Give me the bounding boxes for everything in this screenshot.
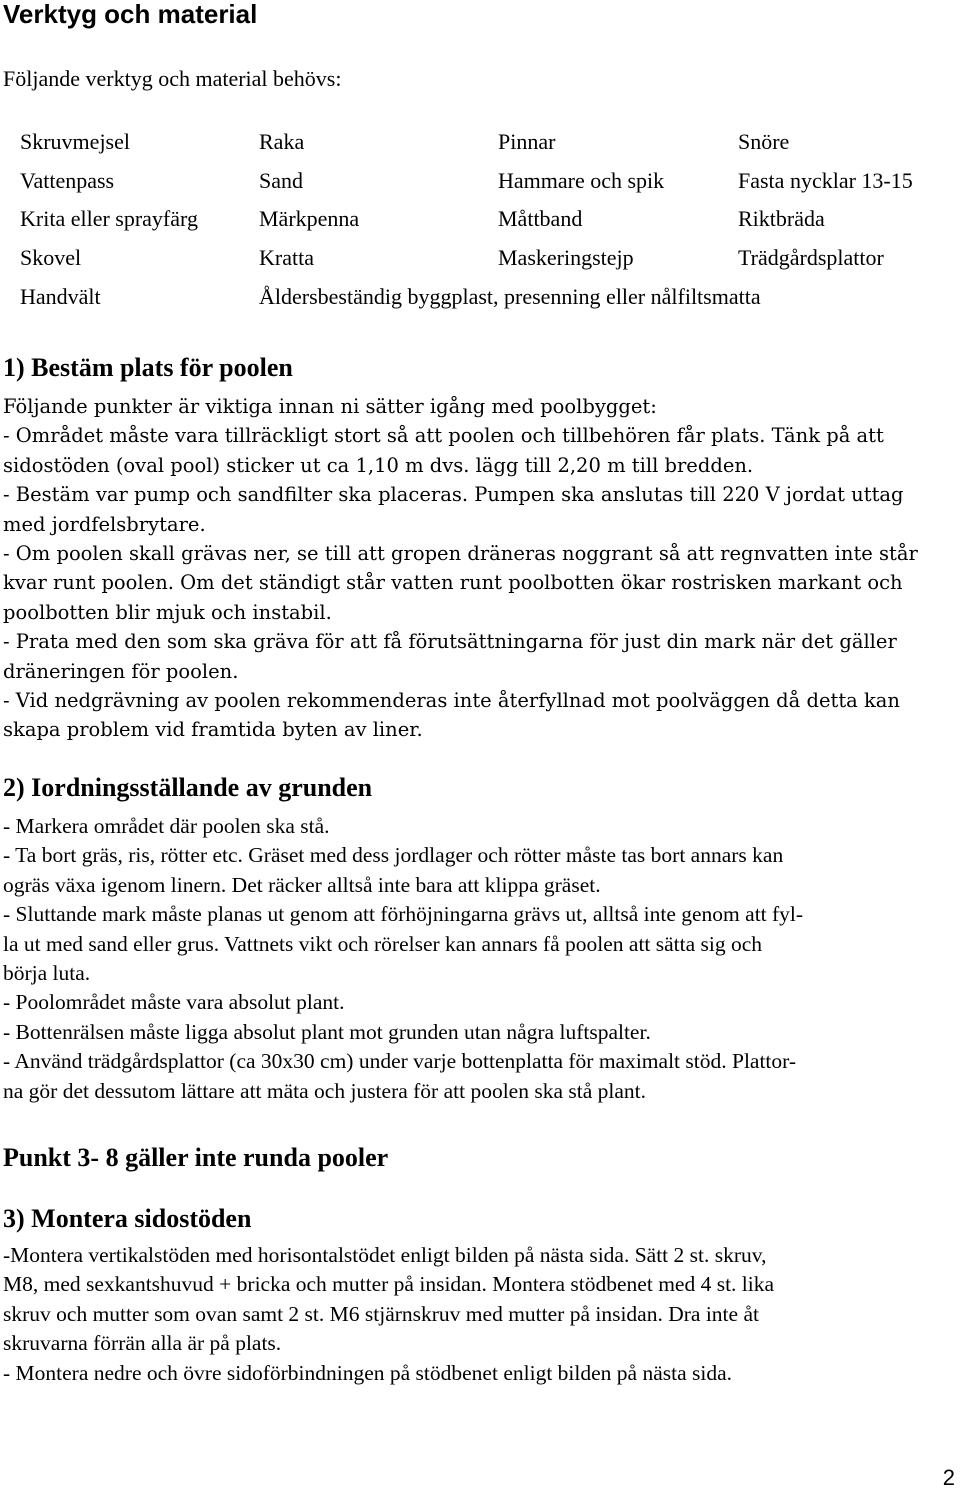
text-line: - Om poolen skall grävas ner, se till att gropen dräneras noggrant så att regnvatten inte står [3,542,918,566]
text-line: - Ta bort gräs, ris, rötter etc. Gräset med dess jordlager och rötter måste tas bort annars kan [3,843,784,868]
tool-item: Krita eller sprayfärg [20,206,198,232]
text-line: - Markera området där poolen ska stå. [3,814,330,838]
section-body-2 [3,812,953,1106]
tool-item: Märkpenna [259,206,360,232]
page-number: 2 [942,1465,955,1490]
text-line: skapa problem vid framtida byten av liner. [3,718,423,742]
text-line: -Montera vertikalstöden med horisontalstödet enligt bilden på nästa sida. Sätt 2 st. skruv, [3,1243,767,1267]
text-line: poolbotten blir mjuk och instabil. [3,600,332,624]
tool-item: Raka [259,129,305,154]
tool-item: Maskeringstejp [498,245,634,271]
text-line: na gör det dessutom lättare att mäta och justera för att poolen ska stå plant. [3,1078,647,1103]
text-line: skruvarna förrän alla är på plats. [3,1331,282,1356]
tool-item: Pinnar [498,129,556,154]
text-line: - Prata med den som ska gräva för att få förutsättningarna för just din mark när det gäller [3,630,897,654]
section-body-3 [3,1241,953,1388]
tool-item: Kratta [259,245,314,271]
section-heading-3: 3) Montera sidostöden [3,1204,252,1233]
text-line: M8, med sexkantshuvud + bricka och mutter på insidan. Montera stödbenet med 4 st. lika [3,1272,775,1297]
text-line: kvar runt poolen. Om det ständigt står vatten runt poolbotten ökar rostrisken markant och [3,571,903,595]
tool-item: Snöre [738,129,790,154]
text-line: ogräs växa igenom linern. Det räcker alltså inte bara att klippa gräset. [3,872,601,897]
text-line: la ut med sand eller grus. Vattnets vikt och rörelser kan annars få poolen att sätta sig och [3,931,763,956]
section-heading-2: 2) Iordningsställande av grunden [3,773,373,802]
text-line: - Sluttande mark måste planas ut genom att förhöjningarna grävs ut, alltså inte genom att fyl- [3,902,804,927]
text-line: börja luta. [3,961,91,986]
section-heading-1: 1) Bestäm plats för poolen [3,353,293,382]
text-line: - Bottenrälsen måste ligga absolut plant mot grunden utan några luftspalter. [3,1019,651,1044]
page-title: Verktyg och material [3,0,258,29]
tool-item: Hammare och spik [498,167,665,193]
text-line: med jordfelsbrytare. [3,512,206,536]
text-line: - Poolområdet måste vara absolut plant. [3,990,345,1015]
text-line: sidostöden (oval pool) sticker ut ca 1,10 m dvs. lägg till 2,20 m till bredden. [3,453,754,477]
intro-text: Följande verktyg och material behövs: [3,66,342,91]
tool-item: Skruvmejsel [20,129,130,154]
text-line: - Montera nedre och övre sidoförbindningen på stödbenet enligt bilden på nästa sida. [3,1360,733,1385]
text-line: - Vid nedgrävning av poolen rekommenderas inte återfyllnad mot poolväggen då detta kan [3,689,900,713]
tool-item: Riktbräda [738,206,825,232]
tool-item: Handvält [20,283,101,309]
text-line: dräneringen för poolen. [3,659,239,683]
tool-item: Fasta nycklar 13-15 [738,167,913,193]
section-body-1 [3,392,953,745]
tool-item: Vattenpass [20,167,115,193]
text-line: - Använd trädgårdsplattor (ca 30x30 cm) under varje bottenplatta för maximalt stöd. Plattor- [3,1049,797,1074]
tool-item: Måttband [498,206,583,232]
text-line: - Området måste vara tillräckligt stort så att poolen och tillbehören får plats. Tänk på att [3,424,884,448]
text-line: - Bestäm var pump och sandfilter ska placeras. Pumpen ska anslutas till 220 V jordat uttag [3,483,904,507]
text-line: Följande punkter är viktiga innan ni sätter igång med poolbygget: [3,395,657,418]
note-heading: Punkt 3- 8 gäller inte runda pooler [3,1143,389,1172]
text-line: skruv och mutter som ovan samt 2 st. M6 stjärnskruv med mutter på insidan. Dra inte åt [3,1301,759,1326]
tool-item: Skovel [20,245,82,271]
tool-item: Åldersbeständig byggplast, presenning eller nålfiltsmatta [259,283,761,309]
tool-item: Trädgårdsplattor [738,245,884,271]
tool-item: Sand [259,167,303,193]
